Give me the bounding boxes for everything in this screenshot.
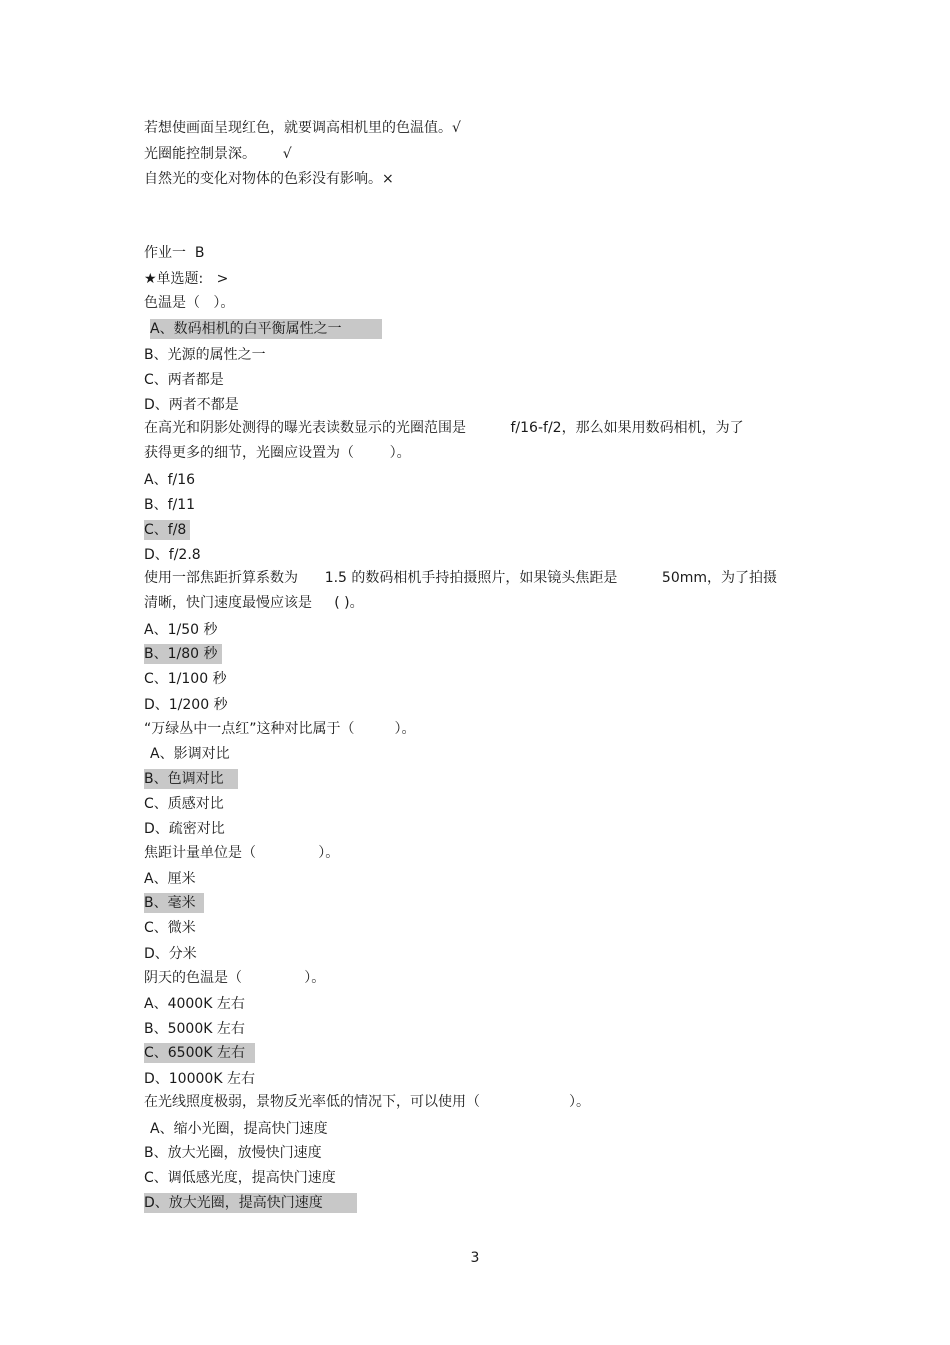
answer-option: D、1/200 秒 [144, 697, 228, 713]
answer-option-highlighted: C、6500K 左右 [144, 1043, 255, 1063]
answer-option: C、两者都是 [144, 372, 224, 388]
answer-option: C、微米 [144, 920, 196, 936]
answer-option-highlighted: C、f/8 [144, 520, 190, 540]
page-number: 3 [470, 1250, 480, 1266]
answer-option: A、厘米 [144, 871, 196, 887]
question-stem: 阴天的色温是（ ）。 [144, 970, 326, 986]
question-stem: 清晰，快门速度最慢应该是 ( )。 [144, 595, 364, 611]
question-stem: 在光线照度极弱，景物反光率低的情况下，可以使用（ ）。 [144, 1094, 591, 1110]
answer-option: D、两者不都是 [144, 397, 239, 413]
question-stem: “万绿丛中一点红”这种对比属于（ ）。 [144, 721, 416, 737]
answer-option-highlighted: A、数码相机的白平衡属性之一 [150, 319, 382, 339]
answer-option: A、4000K 左右 [144, 996, 245, 1012]
question-type-label: ★单选题: > [144, 271, 229, 287]
question-stem: 获得更多的细节，光圈应设置为（ ）。 [144, 445, 411, 461]
question-stem: 使用一部焦距折算系数为 1.5 的数码相机手持拍摄照片，如果镜头焦距是 50mm，为了拍摄 [144, 570, 778, 586]
true-false-item: 光圈能控制景深。 √ [144, 146, 292, 162]
answer-option: A、影调对比 [150, 746, 230, 762]
answer-option: C、调低感光度，提高快门速度 [144, 1170, 336, 1186]
answer-option: C、1/100 秒 [144, 671, 227, 687]
answer-option: B、光源的属性之一 [144, 347, 266, 363]
answer-option: B、5000K 左右 [144, 1021, 245, 1037]
answer-option: C、质感对比 [144, 796, 224, 812]
question-stem: 焦距计量单位是（ ）。 [144, 845, 340, 861]
question-stem: 在高光和阴影处测得的曝光表读数显示的光圈范围是 f/16-f/2，那么如果用数码相机，为了 [144, 420, 744, 436]
answer-option: D、10000K 左右 [144, 1071, 255, 1087]
answer-option-highlighted: B、毫米 [144, 893, 204, 913]
true-false-item: 自然光的变化对物体的色彩没有影响。× [144, 171, 394, 187]
answer-option: A、f/16 [144, 472, 196, 488]
section-title: 作业一 B [144, 245, 205, 261]
answer-option: D、疏密对比 [144, 821, 225, 837]
answer-option: B、放大光圈，放慢快门速度 [144, 1145, 322, 1161]
answer-option: D、分米 [144, 946, 197, 962]
answer-option-highlighted: B、色调对比 [144, 769, 238, 789]
answer-option: A、缩小光圈，提高快门速度 [150, 1121, 328, 1137]
answer-option-highlighted: D、放大光圈，提高快门速度 [144, 1193, 357, 1213]
question-stem: 色温是（ ）。 [144, 295, 235, 311]
true-false-item: 若想使画面呈现红色，就要调高相机里的色温值。√ [144, 120, 461, 136]
answer-option: B、f/11 [144, 497, 196, 513]
answer-option-highlighted: B、1/80 秒 [144, 644, 222, 664]
answer-option: A、1/50 秒 [144, 622, 218, 638]
answer-option: D、f/2.8 [144, 547, 201, 563]
